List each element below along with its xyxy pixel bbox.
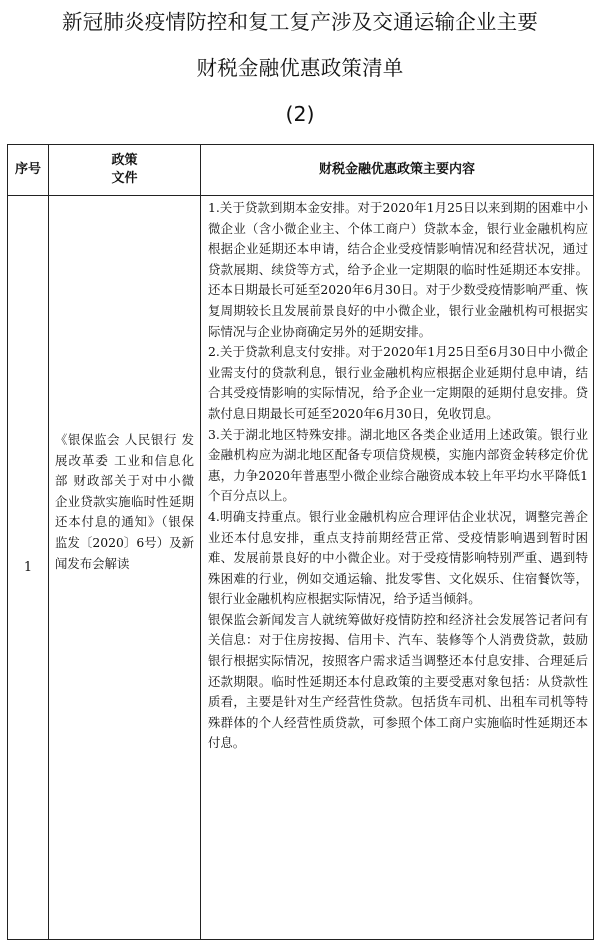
header-content: 财税金融优惠政策主要内容 bbox=[201, 145, 594, 196]
header-policy-doc-line-1: 政策 bbox=[111, 153, 138, 168]
row-policy-doc: 《银保监会 人民银行 发展改革委 工业和信息化部 财政部关于对中小微企业贷款实施临时性延期还本付息的通知》（银保监发〔2020〕6号）及新闻发布会解读 bbox=[49, 196, 201, 940]
row-content-body bbox=[208, 198, 588, 939]
content-paragraph-3: 3.关于湖北地区特殊安排。湖北地区各类企业适用上述政策。银行业金融机构应为湖北地区配备专项信贷规模，实施内部资金转移定价优惠，力争2020年普惠型小微企业综合融资成本较上年平均水平降低1个百分点以上。 bbox=[208, 426, 588, 504]
document-subtitle: (2) bbox=[285, 102, 315, 126]
content-paragraph-1: 1.关于贷款到期本金安排。对于2020年1月25日以来到期的困难中小微企业（含小微企业主、个体工商户）贷款本金，银行业金融机构应根据企业延期还本申请，结合企业受疫情影响情况和经营状况，通过贷款展期、续贷等方式，给予企业一定期限的临时性延期还本安排。还本日期最长可延至2020年6月30日。对于少数受疫情影响严重、恢复周期较长且发展前景良好的中小微企业，银行业金融机构可根据实际情况与企业协商确定另外的延期安排。 bbox=[208, 200, 588, 339]
header-seq: 序号 bbox=[8, 145, 49, 196]
policy-table bbox=[7, 144, 594, 940]
document-header bbox=[0, 0, 600, 128]
table-row bbox=[8, 196, 594, 940]
content-paragraph-4: 4.明确支持重点。银行业金融机构应合理评估企业状况，调整完善企业还本付息安排，重点支持前期经营正常、受疫情影响遇到暂时困难、发展前景良好的中小微企业。对于受疫情影响特别严重、遇到特殊困难的行业，例如交通运输、批发零售、文化娱乐、住宿餐饮等，银行业金融机构应根据实际情况，给予适当倾斜。 bbox=[208, 508, 588, 607]
header-policy-doc-line-2: 文件 bbox=[111, 171, 138, 186]
row-seq: 1 bbox=[8, 196, 49, 940]
row-content bbox=[201, 196, 594, 940]
header-policy-doc bbox=[49, 145, 201, 196]
content-paragraph-5: 银保监会新闻发言人就统筹做好疫情防控和经济社会发展答记者问有关信息：对于住房按揭、信用卡、汽车、装修等个人消费贷款，鼓励银行根据实际情况，按照客户需求适当调整还本付息安排、合理延后还款期限。临时性延期还本付息政策的主要受惠对象包括：从贷款性质看，主要是针对生产经营性贷款。包括货车司机、出租车司机等特殊群体的个人经营性质贷款，可参照个体工商户实施临时性延期还本付息。 bbox=[208, 611, 588, 751]
content-paragraph-2: 2.关于贷款利息支付安排。对于2020年1月25日至6月30日中小微企业需支付的贷款利息，银行业金融机构应根据企业延期付息申请，结合其受疫情影响的实际情况，给予企业一定期限的延期付息安排。贷款付息日期最长可延至2020年6月30日，免收罚息。 bbox=[208, 344, 588, 421]
document-title-line-1: 新冠肺炎疫情防控和复工复产涉及交通运输企业主要 bbox=[61, 10, 539, 34]
table-header-row bbox=[8, 145, 594, 196]
document-title-line-2: 财税金融优惠政策清单 bbox=[196, 56, 404, 80]
